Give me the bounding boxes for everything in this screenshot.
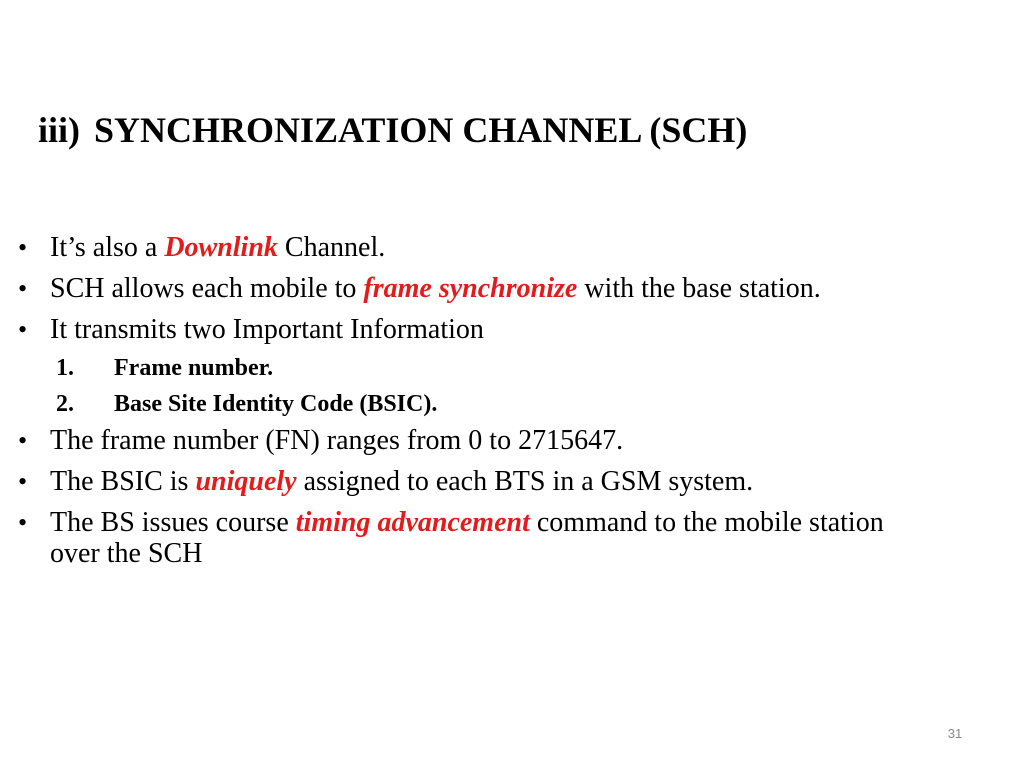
bullet-emphasis: uniquely xyxy=(195,466,297,497)
bullet-text: assigned to each BTS in a GSM system. xyxy=(296,466,754,497)
bullet-emphasis: frame synchronize xyxy=(363,273,578,304)
sublist-item-bsic xyxy=(18,389,938,419)
bullet-item-downlink xyxy=(18,232,938,263)
bullet-list xyxy=(18,232,938,579)
slide-title xyxy=(38,106,747,154)
bullet-dot-icon: • xyxy=(18,467,28,496)
bullet-dot-icon: • xyxy=(18,274,28,303)
bullet-text: command to the mobile station over the SCH xyxy=(50,507,884,569)
bullet-dot-icon: • xyxy=(18,233,28,262)
bullet-text: SCH allows each mobile to xyxy=(50,273,364,304)
numbered-sublist xyxy=(18,353,938,419)
sublist-marker: 2. xyxy=(56,391,74,417)
title-number: iii) xyxy=(38,110,80,150)
sublist-text: Frame number. xyxy=(114,355,274,381)
bullet-dot-icon: • xyxy=(18,426,28,455)
sublist-text: Base Site Identity Code (BSIC). xyxy=(114,391,438,417)
bullet-item-bsic-unique xyxy=(18,466,938,497)
bullet-item-timing-advance xyxy=(18,507,938,569)
title-text: SYNCHRONIZATION CHANNEL (SCH) xyxy=(94,110,748,150)
sublist-item-frame-number xyxy=(18,353,938,383)
bullet-text: with the base station. xyxy=(577,273,821,304)
sublist-marker: 1. xyxy=(56,355,74,381)
bullet-item-information xyxy=(18,314,938,345)
bullet-text: The BS issues course xyxy=(50,507,296,538)
bullet-text: The BSIC is xyxy=(50,466,196,497)
bullet-text: The frame number (FN) ranges from 0 to 2715647. xyxy=(50,425,624,456)
bullet-dot-icon: • xyxy=(18,315,28,344)
page-number: 31 xyxy=(947,726,963,741)
bullet-text: It’s also a xyxy=(50,232,165,263)
bullet-dot-icon: • xyxy=(18,508,28,537)
bullet-item-fn-range xyxy=(18,425,938,456)
bullet-text: Channel. xyxy=(277,232,386,263)
bullet-text: It transmits two Important Information xyxy=(50,314,484,345)
bullet-emphasis: timing advancement xyxy=(295,507,530,538)
bullet-item-frame-sync xyxy=(18,273,938,304)
bullet-emphasis: Downlink xyxy=(164,232,278,263)
